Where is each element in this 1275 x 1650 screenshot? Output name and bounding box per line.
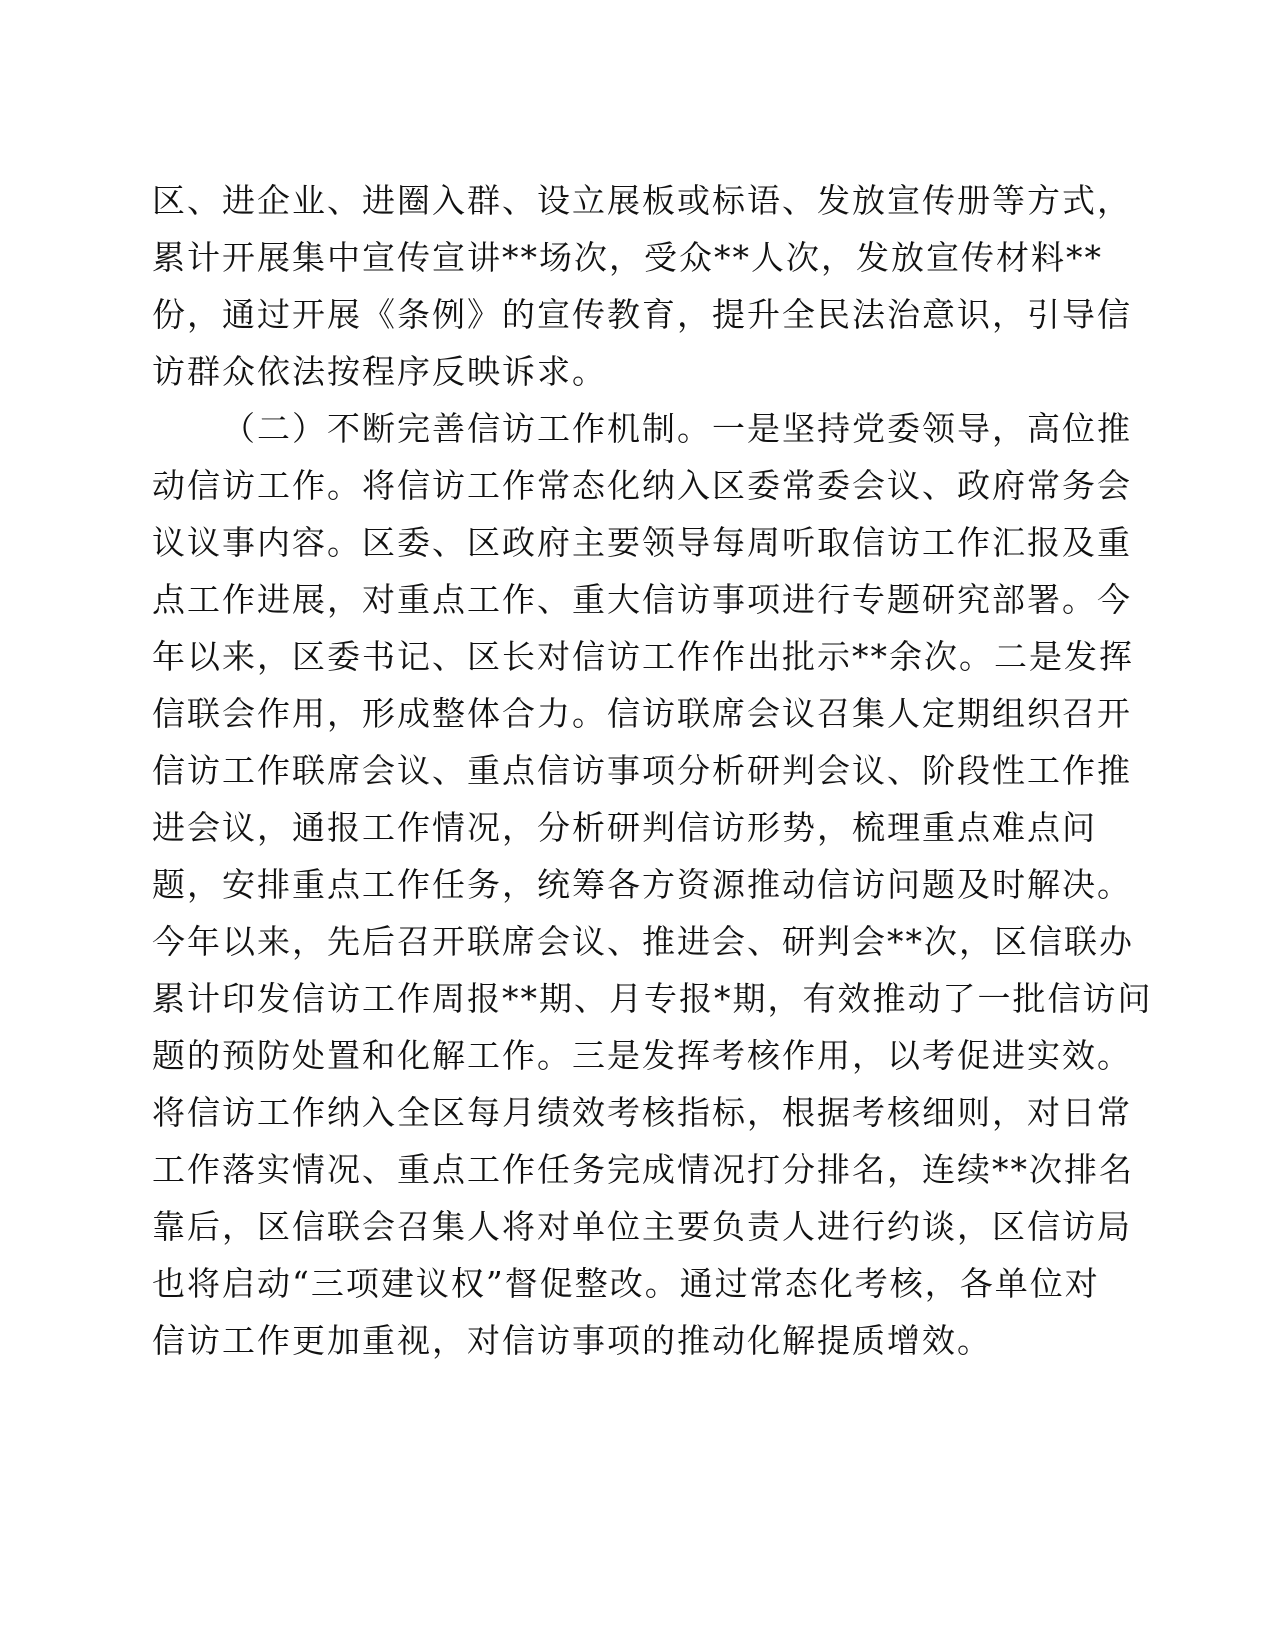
text-line-8: 点工作进展，对重点工作、重大信访事项进行专题研究部署。今 [152, 580, 1132, 619]
text-line-21: 信访工作更加重视，对信访事项的推动化解提质增效。 [152, 1321, 992, 1360]
text-line-14: 今年以来，先后召开联席会议、推进会、研判会**次，区信联办 [152, 922, 1134, 961]
text-line-7: 议议事内容。区委、区政府主要领导每周听取信访工作汇报及重 [152, 523, 1132, 562]
text-line-16: 题的预防处置和化解工作。三是发挥考核作用，以考促进实效。 [152, 1036, 1132, 1075]
text-line-13: 题，安排重点工作任务，统筹各方资源推动信访问题及时解决。 [152, 865, 1132, 904]
section-heading-line: （二）不断完善信访工作机制。一是坚持党委领导，高位推 [222, 409, 1132, 448]
text-line-18: 工作落实情况、重点工作任务完成情况打分排名，连续**次排名 [152, 1150, 1134, 1189]
text-line-11: 信访工作联席会议、重点信访事项分析研判会议、阶段性工作推 [152, 751, 1132, 790]
text-line-2: 累计开展集中宣传宣讲**场次，受众**人次，发放宣传材料** [152, 238, 1103, 277]
text-line-6: 动信访工作。将信访工作常态化纳入区委常委会议、政府常务会 [152, 466, 1132, 505]
text-line-4: 访群众依法按程序反映诉求。 [152, 352, 607, 391]
text-line-20: 也将启动“三项建议权”督促整改。通过常态化考核，各单位对 [152, 1264, 1100, 1303]
text-line-9: 年以来，区委书记、区长对信访工作作出批示**余次。二是发挥 [152, 637, 1134, 676]
text-line-17: 将信访工作纳入全区每月绩效考核指标，根据考核细则，对日常 [152, 1093, 1132, 1132]
text-line-19: 靠后，区信联会召集人将对单位主要负责人进行约谈，区信访局 [152, 1207, 1132, 1246]
text-line-15: 累计印发信访工作周报**期、月专报*期，有效推动了一批信访问 [152, 979, 1153, 1018]
text-line-10: 信联会作用，形成整体合力。信访联席会议召集人定期组织召开 [152, 694, 1132, 733]
text-line-3: 份，通过开展《条例》的宣传教育，提升全民法治意识，引导信 [152, 295, 1132, 334]
text-line-1: 区、进企业、进圈入群、设立展板或标语、发放宣传册等方式， [152, 181, 1132, 220]
text-line-12: 进会议，通报工作情况，分析研判信访形势，梳理重点难点问 [152, 808, 1097, 847]
body-text [152, 172, 1153, 1369]
